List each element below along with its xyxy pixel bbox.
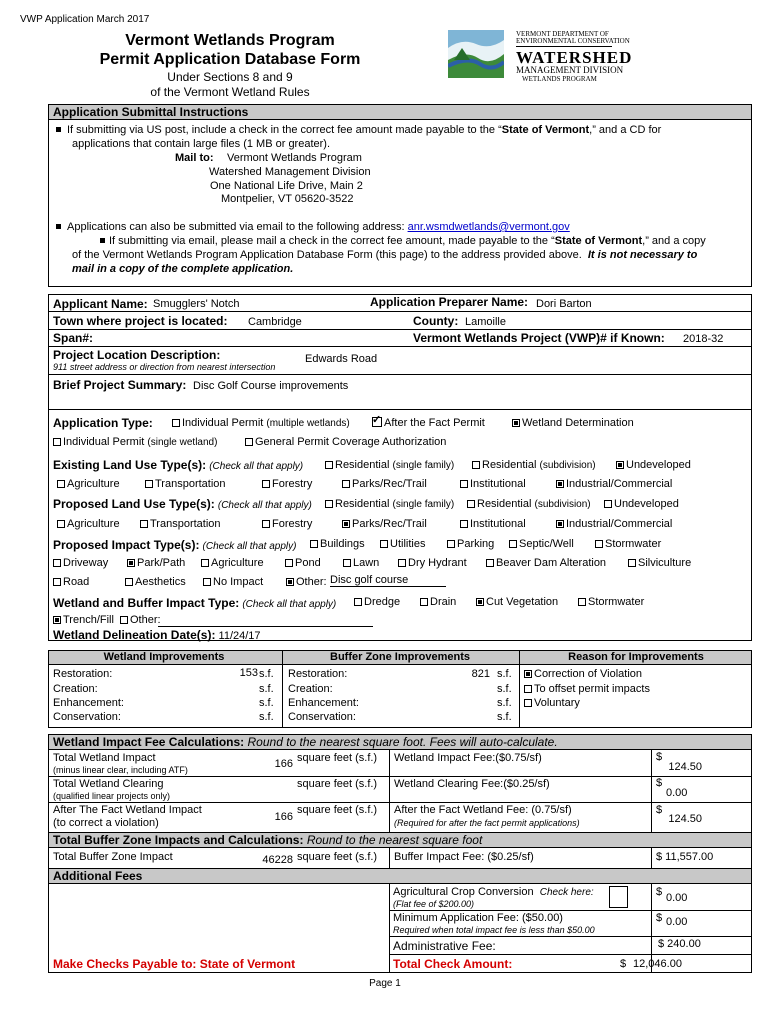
buffer-trench-fill[interactable]: Trench/Fill [53, 614, 114, 626]
atf-unit: square feet (s.f.) [297, 804, 378, 816]
existing-institutional[interactable]: Institutional [460, 478, 526, 490]
b-creation-label: Creation: [288, 683, 333, 695]
county-field[interactable]: Lamoille [465, 316, 506, 328]
wetland-clearing-fee-label: Wetland Clearing Fee:($0.25/sf) [394, 778, 550, 790]
logo-text-2: ENVIRONMENTAL CONSERVATION [516, 37, 630, 45]
logo-text-1: VERMONT DEPARTMENT OF [516, 30, 609, 38]
checkbox-individual-single[interactable]: Individual Permit (single wetland) [53, 436, 217, 448]
ag-dollar: $ [656, 886, 663, 898]
vwp-field[interactable]: 2018-32 [683, 333, 724, 345]
proposed-parks[interactable]: Parks/Rec/Trail [342, 518, 427, 530]
logo-text-division: MANAGEMENT DIVISION [516, 65, 624, 75]
existing-res-subdivision[interactable]: Residential (subdivision) [472, 459, 596, 471]
impact-other[interactable]: Other: [286, 576, 327, 588]
twi-unit: square feet (s.f.) [297, 752, 378, 764]
impact-driveway[interactable]: Driveway [53, 557, 108, 569]
impact-parking[interactable]: Parking [447, 538, 494, 550]
buffer-cut-vegetation[interactable]: Cut Vegetation [476, 596, 558, 608]
buffer-other[interactable]: Other: [120, 614, 161, 626]
instruction-post: If submitting via US post, include a check in the correct fee amount made payable to the “State of Vermont,” and a CD for [56, 124, 661, 136]
total-wetland-impact-label: Total Wetland Impact [53, 752, 156, 764]
app-type-label: Application Type: [53, 416, 153, 430]
bullet-icon [56, 127, 61, 132]
buffer-dredge[interactable]: Dredge [354, 596, 400, 608]
total-buffer-label: Total Buffer Zone Impact [53, 851, 173, 863]
proposed-res-subdivision[interactable]: Residential (subdivision) [467, 498, 591, 510]
total-dollar: $ [620, 958, 627, 970]
address-line-2: Watershed Management Division [209, 166, 371, 178]
total-wetland-impact-field[interactable]: 166 [274, 758, 293, 770]
w-creation-unit: s.f. [259, 683, 274, 695]
atf-fee-note: (Required for after the fact permit applications) [394, 818, 580, 828]
buffer-drain[interactable]: Drain [420, 596, 456, 608]
total-check-label: Total Check Amount: [393, 957, 513, 971]
impact-road[interactable]: Road [53, 576, 89, 588]
proposed-industrial[interactable]: Industrial/Commercial [556, 518, 672, 530]
location-label: Project Location Description: [53, 348, 221, 362]
total-buffer-field[interactable]: 46228 [262, 854, 293, 866]
buffer-stormwater[interactable]: Stormwater [578, 596, 644, 608]
section-bar-fees: Wetland Impact Fee Calculations: Round to the nearest square foot. Fees will auto-calculate. [48, 734, 752, 750]
min-fee-note: Required when total impact fee is less than $50.00 [393, 925, 595, 935]
ag-conversion-label: Agricultural Crop Conversion Check here: [393, 886, 594, 898]
b-restoration-unit: s.f. [497, 668, 512, 680]
impact-other-field[interactable]: Disc golf course [330, 574, 446, 587]
w-restoration-field[interactable]: 153 [239, 667, 258, 679]
buffer-fee-label: Buffer Impact Fee: ($0.25/sf) [394, 851, 534, 863]
min-dollar: $ [656, 912, 663, 924]
impact-dry-hydrant[interactable]: Dry Hydrant [398, 557, 467, 569]
mail-to-label: Mail to: [175, 152, 214, 164]
applicant-name-field[interactable]: Smugglers' Notch [153, 298, 240, 310]
checkbox-determination[interactable]: Wetland Determination [512, 417, 634, 429]
admin-fee-label: Administrative Fee: [393, 939, 496, 953]
section-bar-buffer: Total Buffer Zone Impacts and Calculations: Round to the nearest square foot [48, 832, 752, 848]
impact-agriculture[interactable]: Agriculture [201, 557, 264, 569]
location-field[interactable]: Edwards Road [305, 353, 378, 365]
total-wetland-clearing-note: (qualified linear projects only) [53, 791, 171, 801]
w-conservation-unit: s.f. [259, 711, 274, 723]
w-enhancement-label: Enhancement: [53, 697, 124, 709]
preparer-label: Application Preparer Name: [370, 295, 529, 309]
checkbox-after-fact[interactable]: ✓ After the Fact Permit [372, 417, 485, 429]
checkbox-general-permit[interactable]: General Permit Coverage Authorization [245, 436, 446, 448]
total-check-value: 12,046.00 [633, 958, 682, 970]
reason-correction[interactable]: Correction of Violation [524, 668, 642, 680]
logo-text-program: WETLANDS PROGRAM [522, 75, 597, 83]
impact-type-label: Proposed Impact Type(s): (Check all that apply) [53, 538, 297, 552]
proposed-undeveloped[interactable]: Undeveloped [604, 498, 679, 510]
instruction-email: Applications can also be submitted via email to the following address: anr.wsmdwetlands@vermont.gov [56, 221, 570, 233]
bullet-icon [56, 224, 61, 229]
proposed-land-use-label: Proposed Land Use Type(s): (Check all that apply) [53, 497, 312, 511]
proposed-transportation[interactable]: Transportation [140, 518, 221, 530]
form-subtitle-2: of the Vermont Wetland Rules [150, 85, 310, 99]
wetland-impact-fee-label: Wetland Impact Fee:($0.75/sf) [394, 752, 542, 764]
b-conservation-unit: s.f. [497, 711, 512, 723]
instruction-email-check: If submitting via email, please mail a check in the correct fee amount, made payable to the “State of Vermont,” and a copy [100, 235, 706, 247]
address-line-3: One National Life Drive, Main 2 [210, 180, 363, 192]
form-version: VWP Application March 2017 [20, 14, 150, 25]
logo-text-main: WATERSHED [516, 48, 633, 67]
existing-transportation[interactable]: Transportation [145, 478, 226, 490]
reason-improvements-header: Reason for Improvements [568, 651, 704, 663]
address-line-4: Montpelier, VT 05620-3522 [221, 193, 354, 205]
atf-impact-label: After The Fact Wetland Impact [53, 804, 202, 816]
b-creation-unit: s.f. [497, 683, 512, 695]
admin-fee-value: $ 240.00 [658, 938, 701, 950]
existing-forestry[interactable]: Forestry [262, 478, 312, 490]
impact-buildings[interactable]: Buildings [310, 538, 365, 550]
ag-conversion-checkbox[interactable] [609, 886, 628, 908]
min-fee-label: Minimum Application Fee: ($50.00) [393, 912, 563, 924]
atf-dollar: $ [656, 804, 663, 816]
impact-septic[interactable]: Septic/Well [509, 538, 574, 550]
ag-conversion-note: (Flat fee of $200.00) [393, 899, 475, 909]
form-title: Vermont Wetlands Program [125, 32, 335, 49]
section-bar-instructions: Application Submittal Instructions [48, 104, 752, 120]
impact-beaver-dam[interactable]: Beaver Dam Alteration [486, 557, 606, 569]
checkbox-individual-multiple[interactable]: Individual Permit (multiple wetlands) [172, 417, 350, 429]
town-label: Town where project is located: [53, 314, 228, 328]
payable-note: Make Checks Payable to: State of Vermont [53, 957, 296, 971]
watershed-logo-icon [448, 30, 504, 78]
instruction-email-check-3: mail in a copy of the complete application. [72, 263, 294, 275]
w-conservation-label: Conservation: [53, 711, 121, 723]
buffer-fee-value: $ 11,557.00 [656, 851, 714, 863]
w-creation-label: Creation: [53, 683, 98, 695]
impact-stormwater[interactable]: Stormwater [595, 538, 661, 550]
proposed-forestry[interactable]: Forestry [262, 518, 312, 530]
summary-field[interactable]: Disc Golf Course improvements [193, 380, 349, 392]
buffer-type-label: Wetland and Buffer Impact Type: (Check all that apply) [53, 596, 337, 610]
existing-agriculture[interactable]: Agriculture [57, 478, 120, 490]
existing-land-use-label: Existing Land Use Type(s): (Check all that apply) [53, 458, 304, 472]
twc-unit: square feet (s.f.) [297, 778, 378, 790]
location-hint: 911 street address or direction from nearest intersection [53, 362, 276, 372]
b-restoration-label: Restoration: [288, 668, 348, 680]
total-wetland-impact-note: (minus linear clear, including ATF) [53, 765, 188, 775]
reason-voluntary[interactable]: Voluntary [524, 697, 580, 709]
atf-fee-value: 124.50 [668, 813, 702, 825]
w-restoration-label: Restoration: [53, 668, 113, 680]
existing-undeveloped[interactable]: Undeveloped [616, 459, 691, 471]
section-bar-additional: Additional Fees [48, 868, 752, 884]
impact-no-impact[interactable]: No Impact [203, 576, 263, 588]
proposed-res-single[interactable]: Residential (single family) [325, 498, 454, 510]
email-link[interactable]: anr.wsmdwetlands@vermont.gov [407, 221, 570, 233]
wetland-impact-fee-value: 124.50 [668, 761, 702, 773]
impact-aesthetics[interactable]: Aesthetics [125, 576, 186, 588]
tbz-unit: square feet (s.f.) [297, 851, 378, 863]
atf-impact-note: (to correct a violation) [53, 817, 159, 829]
instruction-email-check-2: of the Vermont Wetlands Program Application Database Form (this page) to the address provided above. It is not necessary to [72, 249, 698, 261]
total-wetland-clearing-label: Total Wetland Clearing [53, 778, 164, 790]
b-enhancement-label: Enhancement: [288, 697, 359, 709]
b-conservation-label: Conservation: [288, 711, 356, 723]
span-label: Span#: [53, 331, 94, 345]
existing-parks[interactable]: Parks/Rec/Trail [342, 478, 427, 490]
buffer-other-field[interactable] [158, 626, 373, 627]
impact-silviculture[interactable]: Silviculture [628, 557, 691, 569]
address-line-1: Vermont Wetlands Program [227, 152, 362, 164]
instruction-post-2: applications that contain large files (1 MB or greater). [72, 138, 331, 150]
b-restoration-field[interactable]: 821 [471, 668, 490, 680]
existing-industrial[interactable]: Industrial/Commercial [556, 478, 672, 490]
summary-label: Brief Project Summary: [53, 378, 187, 392]
w-restoration-unit: s.f. [259, 668, 274, 680]
reason-offset[interactable]: To offset permit impacts [524, 683, 650, 695]
delineation-date: Wetland Delineation Date(s): 11/24/17 [53, 628, 261, 642]
min-fee-value: 0.00 [666, 916, 688, 928]
form-subtitle: Under Sections 8 and 9 [167, 70, 293, 84]
wcf-dollar: $ [656, 777, 663, 789]
impact-pond[interactable]: Pond [285, 557, 321, 569]
w-enhancement-unit: s.f. [259, 697, 274, 709]
county-label: County: [413, 314, 459, 328]
proposed-agriculture[interactable]: Agriculture [57, 518, 120, 530]
wetland-clearing-fee-value: 0.00 [666, 787, 688, 799]
page-number: Page 1 [369, 978, 401, 989]
preparer-field[interactable]: Dori Barton [536, 298, 592, 310]
buffer-improvements-header: Buffer Zone Improvements [330, 651, 470, 663]
bullet-icon [100, 238, 105, 243]
impact-utilities[interactable]: Utilities [380, 538, 425, 550]
ag-fee-value: 0.00 [666, 892, 688, 904]
form-title-2: Permit Application Database Form [99, 51, 361, 68]
proposed-institutional[interactable]: Institutional [460, 518, 526, 530]
impact-lawn[interactable]: Lawn [343, 557, 379, 569]
applicant-name-label: Applicant Name: [53, 297, 148, 311]
wif-dollar: $ [656, 751, 663, 763]
town-field[interactable]: Cambridge [248, 316, 302, 328]
vwp-label: Vermont Wetlands Project (VWP)# if Known: [413, 331, 665, 345]
existing-res-single[interactable]: Residential (single family) [325, 459, 454, 471]
wetland-improvements-header: Wetland Improvements [103, 651, 225, 663]
atf-fee-label: After the Fact Wetland Fee: (0.75/sf) [394, 804, 572, 816]
b-enhancement-unit: s.f. [497, 697, 512, 709]
impact-parkpath[interactable]: Park/Path [127, 557, 185, 569]
atf-impact-field[interactable]: 166 [274, 811, 293, 823]
